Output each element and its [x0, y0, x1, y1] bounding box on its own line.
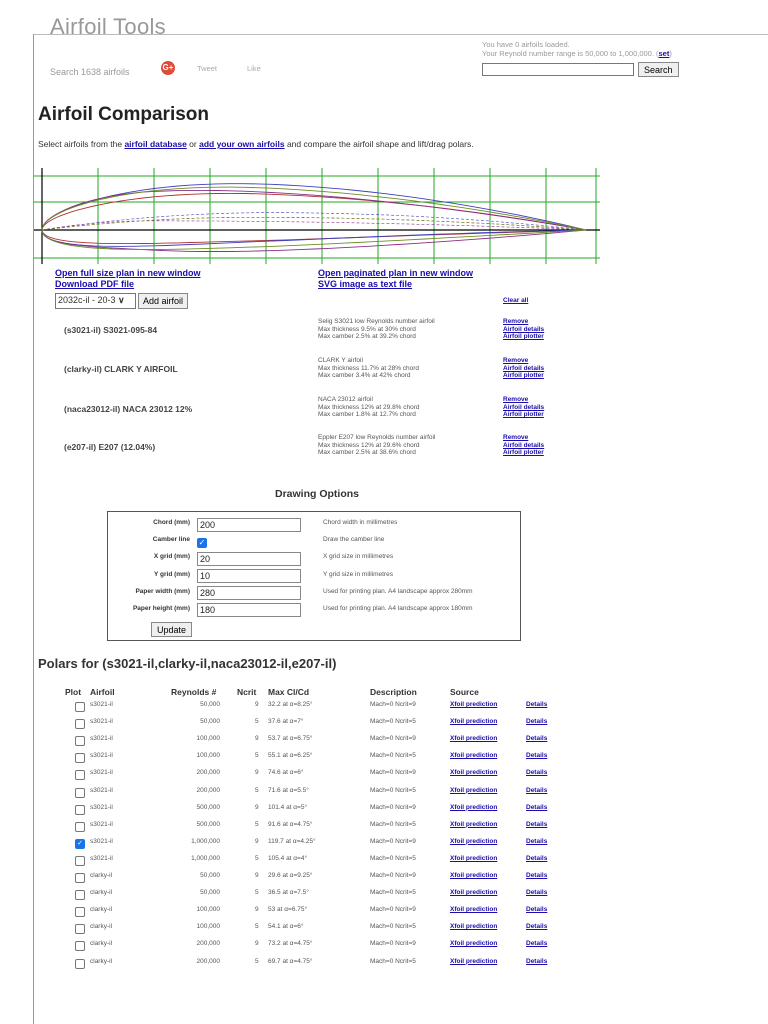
polar-description: Mach=0 Ncrit=9 [370, 940, 416, 948]
table-row [0, 903, 768, 919]
paper-height-input[interactable] [197, 603, 301, 617]
airfoil-outline [42, 190, 586, 251]
polar-details-link[interactable]: Details [526, 735, 548, 743]
polar-max-cl-cd: 74.6 at α=6° [268, 769, 304, 777]
polar-reynolds: 100,000 [196, 735, 220, 743]
col-header-source: Source [450, 687, 479, 697]
y-grid-input[interactable] [197, 569, 301, 583]
open-paginated-plan-link[interactable]: Open paginated plan in new window [318, 268, 474, 278]
polar-description: Mach=0 Ncrit=9 [370, 701, 416, 708]
google-plus-icon[interactable]: G+ [161, 61, 175, 75]
airfoil-details-link[interactable]: Airfoil details [503, 325, 545, 333]
remove-airfoil-link[interactable]: Remove [503, 396, 529, 403]
polar-details-link[interactable]: Details [526, 820, 548, 828]
xfoil-prediction-link[interactable]: Xfoil prediction [450, 735, 498, 743]
xfoil-prediction-link[interactable]: Xfoil prediction [450, 820, 498, 828]
table-row [0, 784, 768, 800]
x-grid-description: X grid size in millimetres [323, 553, 394, 560]
plot-checkbox[interactable]: ✓ [75, 839, 85, 849]
col-header-plot: Plot [65, 687, 82, 697]
plan-links-right [318, 268, 473, 290]
polar-details-link[interactable]: Details [526, 889, 548, 897]
plot-checkbox[interactable] [75, 890, 85, 900]
add-airfoil-button[interactable]: Add airfoil [138, 293, 188, 309]
chord-description: Chord width in millimetres [323, 519, 398, 526]
xfoil-prediction-link[interactable]: Xfoil prediction [450, 957, 498, 965]
table-row [0, 937, 768, 953]
plot-checkbox[interactable] [75, 822, 85, 832]
airfoil-actions [503, 396, 544, 419]
plan-links-left [55, 268, 201, 290]
polar-description: Mach=0 Ncrit=5 [370, 718, 416, 726]
tweet-button[interactable]: Tweet [197, 64, 218, 73]
camber-line-checkbox[interactable]: ✓ [198, 538, 206, 547]
polar-max-cl-cd: 69.7 at α=4.75° [268, 957, 313, 965]
polar-max-cl-cd: 32.2 at α=8.25° [268, 701, 313, 708]
polar-description: Mach=0 Ncrit=9 [370, 872, 416, 879]
plot-checkbox[interactable] [75, 719, 85, 729]
polar-max-cl-cd: 55.1 at α=6.25° [268, 752, 313, 760]
airfoil-plotter-link[interactable]: Airfoil plotter [503, 449, 544, 456]
polar-description: Mach=0 Ncrit=9 [370, 803, 416, 811]
plot-checkbox[interactable] [75, 941, 85, 951]
plot-checkbox[interactable] [75, 924, 85, 934]
xfoil-prediction-link[interactable]: Xfoil prediction [450, 872, 498, 879]
xfoil-prediction-link[interactable]: Xfoil prediction [450, 923, 498, 931]
polar-details-link[interactable]: Details [526, 906, 548, 914]
polar-details-link[interactable]: Details [526, 701, 548, 708]
polar-reynolds: 100,000 [196, 752, 220, 760]
loaded-count: You have 0 airfoils loaded. [482, 40, 570, 49]
polar-max-cl-cd: 91.6 at α=4.75° [268, 820, 313, 828]
plot-checkbox[interactable] [75, 907, 85, 917]
polars-title: Polars for (s3021-il,clarky-il,naca23012-il,e207-il) [38, 656, 337, 671]
airfoil-select[interactable]: 2032c-il - 20-3 ∨ [55, 293, 136, 309]
polar-details-link[interactable]: Details [526, 940, 548, 948]
airfoil-description: CLARK Y airfoil Max thickness 11.7% at 28% chord Max camber 3.4% at 42% chord [318, 357, 420, 379]
airfoil-name: (naca23012-il) NACA 23012 12% [64, 404, 193, 414]
paper-width-description: Used for printing plan. A4 landscape approx 280mm [323, 588, 473, 595]
polar-description: Mach=0 Ncrit=9 [370, 837, 416, 845]
add-own-airfoils-link[interactable]: add your own airfoils [199, 139, 285, 149]
airfoil-database-link[interactable]: airfoil database [124, 139, 187, 149]
polar-ncrit: 5 [255, 889, 259, 897]
polar-max-cl-cd: 73.2 at α=4.75° [268, 940, 313, 948]
polar-ncrit: 9 [255, 735, 259, 743]
table-row [0, 749, 768, 765]
table-row [0, 818, 768, 834]
set-reynolds-link[interactable]: set [658, 49, 670, 58]
airfoil-plan-plot [34, 168, 600, 264]
polar-max-cl-cd: 101.4 at α=5° [268, 803, 308, 811]
airfoil-description: Selig S3021 low Reynolds number airfoil Max thickness 9.5% at 30% chord Max camber 2.5% at 39.2% chord [318, 318, 435, 340]
polar-airfoil: s3021-il [90, 854, 113, 862]
page-title: Airfoil Comparison [38, 104, 210, 125]
polar-description: Mach=0 Ncrit=5 [370, 752, 416, 760]
intro-text: Select airfoils from the airfoil database or add your own airfoils and compare the airfoil shape and lift/drag polars. [38, 139, 474, 149]
airfoil-actions [503, 357, 544, 380]
xfoil-prediction-link[interactable]: Xfoil prediction [450, 940, 498, 948]
polar-description: Mach=0 Ncrit=9 [370, 769, 416, 777]
polar-ncrit: 9 [255, 837, 259, 845]
polar-airfoil: s3021-il [90, 803, 113, 811]
polar-max-cl-cd: 37.6 at α=7° [268, 718, 304, 726]
polar-airfoil: s3021-il [90, 701, 113, 708]
x-grid-input[interactable] [197, 552, 301, 566]
airfoil-details-link[interactable]: Airfoil details [503, 403, 545, 411]
airfoil-plotter-link[interactable]: Airfoil plotter [503, 333, 544, 340]
plot-checkbox[interactable] [75, 959, 85, 969]
x-grid-label: X grid (mm) [153, 553, 190, 560]
polar-description: Mach=0 Ncrit=9 [370, 735, 416, 743]
plot-checkbox[interactable] [75, 736, 85, 746]
remove-airfoil-link[interactable]: Remove [503, 318, 529, 325]
remove-airfoil-link[interactable]: Remove [503, 357, 529, 364]
airfoil-search-count: Search 1638 airfoils [50, 67, 130, 77]
search-input[interactable] [482, 63, 634, 76]
table-row [0, 955, 768, 971]
polar-ncrit: 5 [255, 854, 259, 862]
col-header-description: Description [370, 687, 417, 697]
polar-details-link[interactable]: Details [526, 923, 548, 931]
table-row [0, 835, 768, 851]
clear-all-link[interactable]: Clear all [503, 297, 529, 304]
polar-reynolds: 200,000 [196, 957, 220, 965]
table-row [0, 852, 768, 868]
polar-airfoil: clarky-il [90, 957, 113, 965]
xfoil-prediction-link[interactable]: Xfoil prediction [450, 803, 498, 811]
polar-description: Mach=0 Ncrit=5 [370, 923, 416, 931]
polar-details-link[interactable]: Details [526, 837, 548, 845]
airfoil-details-link[interactable]: Airfoil details [503, 364, 545, 372]
polar-ncrit: 9 [255, 769, 259, 777]
airfoil-description: NACA 23012 airfoil Max thickness 12% at 29.8% chord Max camber 1.8% at 12.7% chord [318, 396, 420, 418]
polar-reynolds: 100,000 [196, 906, 220, 914]
plot-checkbox[interactable] [75, 873, 85, 883]
airfoil-description: Eppler E207 low Reynolds number airfoil Max thickness 12% at 29.6% chord Max camber 2.5% at 38.6% chord [318, 434, 436, 456]
polar-airfoil: s3021-il [90, 718, 113, 726]
polar-max-cl-cd: 53.7 at α=6.75° [268, 735, 313, 743]
polar-description: Mach=0 Ncrit=9 [370, 906, 416, 914]
polar-reynolds: 200,000 [196, 940, 220, 948]
paper-width-input[interactable] [197, 586, 301, 600]
polar-details-link[interactable]: Details [526, 854, 548, 862]
polar-airfoil: s3021-il [90, 820, 113, 828]
airfoil-plotter-link[interactable]: Airfoil plotter [503, 411, 544, 418]
airfoil-actions [503, 434, 544, 457]
plot-checkbox[interactable] [75, 702, 85, 712]
polar-details-link[interactable]: Details [526, 786, 548, 794]
xfoil-prediction-link[interactable]: Xfoil prediction [450, 718, 498, 726]
polar-description: Mach=0 Ncrit=5 [370, 820, 416, 828]
xfoil-prediction-link[interactable]: Xfoil prediction [450, 854, 498, 862]
polar-reynolds: 100,000 [196, 923, 220, 931]
xfoil-prediction-link[interactable]: Xfoil prediction [450, 786, 498, 794]
update-button[interactable]: Update [151, 622, 192, 637]
plot-checkbox[interactable] [75, 856, 85, 866]
polar-max-cl-cd: 36.5 at α=7.5° [268, 889, 309, 897]
download-pdf-link[interactable]: Download PDF file [55, 279, 135, 289]
polar-reynolds: 1,000,000 [191, 837, 220, 845]
table-row [0, 886, 768, 902]
polar-max-cl-cd: 119.7 at α=4.25° [268, 837, 316, 845]
y-grid-description: Y grid size in millimetres [323, 571, 393, 578]
polar-ncrit: 9 [255, 940, 259, 948]
plan-airfoil-outlines [42, 184, 586, 252]
airfoil-name: (s3021-il) S3021-095-84 [64, 325, 158, 335]
polar-reynolds: 50,000 [200, 889, 220, 897]
col-header-max-cl-cd: Max Cl/Cd [268, 687, 310, 697]
polar-max-cl-cd: 29.6 at α=9.25° [268, 872, 313, 879]
like-button[interactable]: Like [247, 64, 261, 73]
polar-description: Mach=0 Ncrit=5 [370, 854, 416, 862]
polar-airfoil: clarky-il [90, 906, 113, 914]
polar-ncrit: 5 [255, 820, 259, 828]
polar-reynolds: 50,000 [200, 701, 220, 708]
polar-ncrit: 9 [255, 906, 259, 914]
site-logo[interactable]: Airfoil Tools [50, 14, 166, 39]
polar-airfoil: s3021-il [90, 752, 113, 760]
remove-airfoil-link[interactable]: Remove [503, 434, 529, 441]
chord-input[interactable] [197, 518, 301, 532]
camber-line-description: Draw the camber line [323, 536, 385, 543]
polar-description: Mach=0 Ncrit=5 [370, 889, 416, 897]
polar-ncrit: 9 [255, 872, 259, 879]
polar-details-link[interactable]: Details [526, 803, 548, 811]
polar-details-link[interactable]: Details [526, 752, 548, 760]
airfoil-actions [503, 318, 544, 341]
polar-reynolds: 1,000,000 [191, 854, 220, 862]
polar-description: Mach=0 Ncrit=5 [370, 957, 416, 965]
table-row [0, 869, 768, 885]
table-row [0, 698, 768, 714]
polar-reynolds: 50,000 [200, 872, 220, 879]
polar-airfoil: clarky-il [90, 923, 113, 931]
polar-airfoil: s3021-il [90, 735, 113, 743]
table-row [0, 766, 768, 782]
polar-max-cl-cd: 71.6 at α=5.5° [268, 786, 309, 794]
camber-line-label: Camber line [152, 536, 190, 543]
polar-ncrit: 9 [255, 803, 259, 811]
polar-ncrit: 5 [255, 957, 259, 965]
search-button[interactable]: Search [638, 62, 679, 77]
polar-reynolds: 500,000 [196, 820, 220, 828]
airfoil-camber-line [42, 217, 586, 230]
y-grid-label: Y grid (mm) [154, 571, 190, 578]
polar-details-link[interactable]: Details [526, 718, 548, 726]
plot-checkbox[interactable] [75, 788, 85, 798]
polar-airfoil: clarky-il [90, 940, 113, 948]
paper-height-label: Paper height (mm) [132, 605, 190, 612]
polar-reynolds: 50,000 [200, 718, 220, 726]
xfoil-prediction-link[interactable]: Xfoil prediction [450, 837, 498, 845]
polar-ncrit: 5 [255, 923, 259, 931]
col-header-airfoil: Airfoil [90, 687, 115, 697]
polar-ncrit: 5 [255, 752, 259, 760]
airfoil-plotter-link[interactable]: Airfoil plotter [503, 372, 544, 379]
airfoil-outline [42, 193, 586, 243]
col-header-reynolds: Reynolds # [171, 687, 217, 697]
polar-max-cl-cd: 54.1 at α=6° [268, 923, 304, 931]
airfoil-status [482, 40, 672, 58]
plot-checkbox[interactable] [75, 805, 85, 815]
table-row [0, 732, 768, 748]
paper-height-description: Used for printing plan. A4 landscape approx 180mm [323, 605, 473, 612]
xfoil-prediction-link[interactable]: Xfoil prediction [450, 889, 498, 897]
polar-max-cl-cd: 105.4 at α=4° [268, 854, 308, 862]
polar-ncrit: 5 [255, 718, 259, 726]
polar-max-cl-cd: 53 at α=6.75° [268, 906, 308, 914]
table-row [0, 715, 768, 731]
polar-airfoil: s3021-il [90, 786, 113, 794]
polar-reynolds: 200,000 [196, 786, 220, 794]
drawing-options-title: Drawing Options [275, 488, 359, 500]
xfoil-prediction-link[interactable]: Xfoil prediction [450, 701, 498, 708]
polar-ncrit: 9 [255, 701, 259, 708]
open-full-size-plan-link[interactable]: Open full size plan in new window [55, 268, 201, 278]
table-row [0, 801, 768, 817]
chevron-down-icon: ∨ [118, 295, 125, 305]
polar-details-link[interactable]: Details [526, 872, 548, 879]
airfoil-camber-line [42, 217, 586, 230]
airfoil-name: (e207-il) E207 (12.04%) [64, 442, 156, 452]
paper-width-label: Paper width (mm) [135, 588, 190, 595]
polar-description: Mach=0 Ncrit=5 [370, 786, 416, 794]
xfoil-prediction-link[interactable]: Xfoil prediction [450, 752, 498, 760]
xfoil-prediction-link[interactable]: Xfoil prediction [450, 769, 498, 777]
polar-details-link[interactable]: Details [526, 957, 548, 965]
reynolds-range: Your Reynold number range is 50,000 to 1,000,000. (set) [482, 49, 672, 58]
polar-airfoil: clarky-il [90, 872, 113, 879]
polar-airfoil: clarky-il [90, 889, 113, 897]
svg-text-link[interactable]: SVG image as text file [318, 279, 413, 289]
col-header-ncrit: Ncrit [237, 687, 257, 697]
table-row [0, 920, 768, 936]
plot-checkbox[interactable] [75, 770, 85, 780]
polar-reynolds: 200,000 [196, 769, 220, 777]
airfoil-name: (clarky-il) CLARK Y AIRFOIL [64, 364, 178, 374]
xfoil-prediction-link[interactable]: Xfoil prediction [450, 906, 498, 914]
polar-details-link[interactable]: Details [526, 769, 548, 777]
polar-airfoil: s3021-il [90, 769, 113, 777]
chord-label: Chord (mm) [153, 519, 190, 526]
polar-reynolds: 500,000 [196, 803, 220, 811]
polar-airfoil: s3021-il [90, 837, 113, 845]
airfoil-details-link[interactable]: Airfoil details [503, 441, 545, 449]
plot-checkbox[interactable] [75, 753, 85, 763]
polar-ncrit: 5 [255, 786, 259, 794]
